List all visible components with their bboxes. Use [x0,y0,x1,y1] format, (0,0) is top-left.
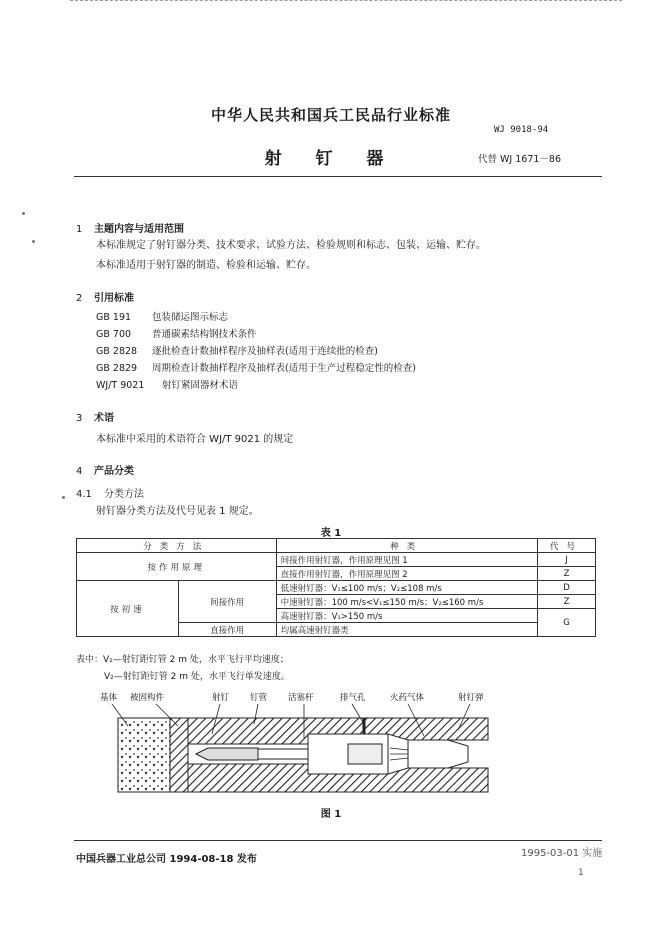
kind-cell: 高速射钉器：V₁>150 m/s [276,609,537,623]
classification-table [76,538,596,637]
section-2-heading [76,289,134,304]
document-title: 射 钉 器 [264,149,398,169]
subsection-number: 4.1 [76,489,92,500]
subsection-title: 分类方法 [104,489,144,500]
table-row [77,581,596,595]
section-number: 1 [76,224,83,235]
label-vent-hole: 排气孔 [340,693,366,703]
reference-code: GB 700 [96,329,132,340]
cartridge-shape [408,740,468,768]
section-number: 4 [76,466,83,477]
scan-top-edge [70,0,622,3]
replaces-standard: 代替 WJ 1671－86 [478,154,561,165]
table-note-2: V₂—射钉距钉管 2 m 处，水平飞行单发速度。 [104,672,290,682]
label-barrel: 钉管 [250,693,268,703]
code-cell: D [538,581,596,595]
subsection-4-1-heading [76,487,144,503]
reference-item [96,309,416,326]
section-1-heading [76,220,184,235]
fastened-part [170,718,188,792]
section-number: 3 [76,413,83,424]
standard-category: 中华人民共和国兵工民品行业标准 [210,106,451,124]
header-kind: 种类 [276,539,537,553]
section-4-1-para: 射钉器分类方法及代号见表 1 规定。 [96,506,259,517]
reference-item [96,360,416,377]
reference-code: GB 2829 [96,363,138,374]
piston-head [348,744,382,764]
section-1-para-2: 本标准适用于射钉器的制造、检验和运输、贮存。 [96,260,316,271]
figure-1-diagram [100,688,508,796]
scan-speck [62,496,65,499]
label-base: 基体 [100,693,118,703]
code-cell: G [538,609,596,637]
implement-date: 1995-03-01 实施 [521,848,603,859]
section-3-heading [76,409,114,424]
kind-cell: 均属高速射钉器类 [276,623,537,637]
reference-text: 包装储运图示标志 [152,312,229,323]
page-number: 1 [578,868,584,878]
table-header-row [77,539,596,553]
table-caption: 表 1 [320,528,342,539]
header-rule [74,176,602,177]
section-3-para: 本标准中采用的术语符合 WJ/T 9021 的规定 [96,434,294,445]
section-1-para-1: 本标准规定了射钉器分类、技术要求、试验方法、检验规则和标志、包装、运输、贮存。 [96,240,486,251]
figure-caption: 图 1 [320,809,342,820]
reference-list [96,309,416,394]
label-powder-gas: 火药气体 [390,693,425,703]
header-code: 代号 [538,539,596,553]
kind-cell: 间接作用射钉器，作用原理见图 1 [276,553,537,567]
group-by-principle: 按作用原理 [77,553,277,581]
reference-code: WJ/T 9021 [96,380,145,391]
label-piston: 活塞杆 [288,693,314,703]
section-title: 产品分类 [94,466,134,477]
standard-number: WJ 9018-94 [494,125,549,135]
section-title: 术语 [94,413,114,424]
label-fastened-part: 被固构件 [130,693,165,703]
nail-shape [196,748,258,760]
scan-speck [32,240,35,243]
footer-rule [74,840,602,841]
reference-item [96,326,416,343]
reference-item [96,343,416,360]
label-cartridge: 射钉弹 [458,693,484,703]
kind-cell: 低速射钉器：V₁≤100 m/s；V₂≤108 m/s [276,581,537,595]
label-nail: 射钉 [212,693,230,703]
kind-cell: 直接作用射钉器，作用原理见图 2 [276,567,537,581]
reference-text: 逐批检查计数抽样程序及抽样表(适用于连续批的检查) [152,346,378,357]
reference-text: 周期检查计数抽样程序及抽样表(适用于生产过程稳定性的检查) [152,363,416,374]
section-number: 2 [76,293,83,304]
code-cell: Z [538,567,596,581]
publish-date: 中国兵器工业总公司 1994-08-18 发布 [76,854,257,865]
section-4-heading [76,462,134,477]
reference-code: GB 2828 [96,346,138,357]
reference-text: 普通碳素结构钢技术条件 [152,329,257,340]
kind-cell: 中速射钉器：100 m/s<V₁≤150 m/s；V₂≤160 m/s [276,595,537,609]
subgroup-direct: 直接作用 [178,623,276,637]
reference-code: GB 191 [96,312,132,323]
section-title: 引用标准 [94,293,134,304]
scan-speck [22,212,25,215]
header-method: 分类方法 [77,539,277,553]
reference-text: 射钉紧固器材术语 [162,380,239,391]
reference-item [96,377,416,394]
code-cell: Z [538,595,596,609]
section-title: 主题内容与适用范围 [94,224,184,235]
base-block [118,718,170,792]
group-by-speed: 按初速 [77,581,179,637]
powder-gas-lines [390,748,408,760]
subgroup-indirect: 间接作用 [178,581,276,623]
table-note-1: 表中：V₁—射钉距钉管 2 m 处，水平飞行平均速度； [76,655,289,665]
table-row [77,553,596,567]
code-cell: J [538,553,596,567]
